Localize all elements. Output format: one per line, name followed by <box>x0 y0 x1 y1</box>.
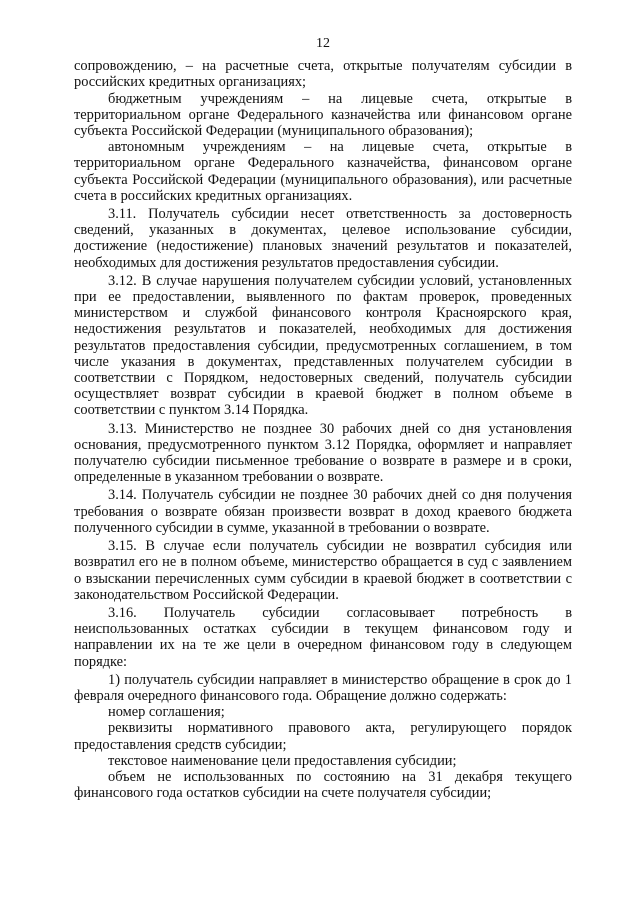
paragraph: 1) получатель субсидии направляет в министерство обращение в срок до 1 февраля очередного финансового года. Обращение должно содержать: <box>74 671 572 704</box>
paragraph: 3.15. В случае если получатель субсидии не возвратил субсидия или возвратил его не в полном объеме, министерство обращается в суд с заявлением о взыскании перечисленных сумм субсидии в краевой бюджет в соответствии с законодательством Российской Федерации. <box>74 538 572 603</box>
paragraph: бюджетным учреждениям – на лицевые счета, открытые в территориальном органе Федерального казначейства или финансовом органе субъекта Российской Федерации (муниципального образования); <box>74 90 572 140</box>
paragraph: 3.13. Министерство не позднее 30 рабочих дней со дня установления основания, предусмотренного пунктом 3.12 Порядка, оформляет и направляет получателю субсидии письменное требование о возврате в размере и в сроки, определенные в указанном требовании о возврате. <box>74 420 572 486</box>
page-number: 12 <box>316 36 330 51</box>
paragraph: 3.16. Получатель субсидии согласовывает потребность в неиспользованных остатках субсидии в текущем финансовом году и направлении их на те же цели в очередном финансовом году в следующем порядке: <box>74 604 572 670</box>
paragraph: сопровождению, – на расчетные счета, открытые получателям субсидии в российских кредитных организациях; <box>74 58 572 91</box>
paragraph: 3.14. Получатель субсидии не позднее 30 рабочих дней со дня получения требования о возврате обязан произвести возврат в доход краевого бюджета полученного субсидии в сумме, указанной в требовании о возврате. <box>74 487 572 536</box>
paragraph: автономным учреждениям – на лицевые счета, открытые в территориальном органе Федерального казначейства, финансовом органе субъекта Российской Федерации (муниципального образования), или расчетные счета в российских кредитных организациях. <box>74 139 572 204</box>
paragraph: объем не использованных по состоянию на 31 декабря текущего финансового года остатков субсидии на счете получателя субсидии; <box>74 768 572 802</box>
paragraph: текстовое наименование цели предоставления субсидии; <box>108 752 457 769</box>
paragraph: 3.11. Получатель субсидии несет ответственность за достоверность сведений, указанных в документах, целевое использование субсидии, достижение (недостижение) плановых значений результатов и показателей, необходимых для достижения результатов предоставления субсидии. <box>74 206 572 271</box>
paragraph: реквизиты нормативного правового акта, регулирующего порядок предоставления средств субсидии; <box>74 720 572 753</box>
paragraph: номер соглашения; <box>108 704 225 721</box>
paragraph: 3.12. В случае нарушения получателем субсидии условий, установленных при ее предоставлении, выявленного по фактам проверок, проведенных министерством и службой финансового контроля Красноярского края, недостижения результатов и показателей, необходимых для достижения результатов предоставления субсидии, предусмотренных соглашением, в том числе указания в документах, представленных получателем субсидии в соответствии с Порядком, недостоверных сведений, получатель субсидии осуществляет возврат субсидии в краевой бюджет в полном объеме в соответствии с пунктом 3.14 Порядка. <box>74 272 572 419</box>
